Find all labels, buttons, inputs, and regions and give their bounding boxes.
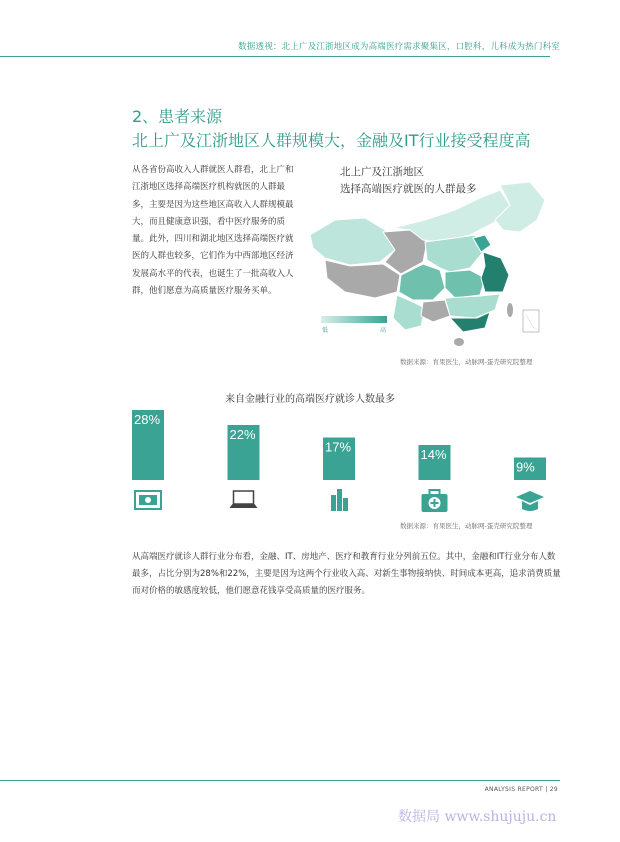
map-region-central	[445, 270, 485, 298]
industry-bar-chart	[132, 405, 552, 515]
bar-label-IT: 22%	[229, 427, 256, 442]
bar-label-教育: 9%	[516, 459, 535, 475]
page-header	[0, 0, 620, 60]
intro-paragraph: 从各省份高收入人群就医人群看，北上广和江浙地区选择高端医疗机构就医的人群最多，主要是因为这些地区高收入人群规模最大，而且健康意识强，看中医疗服务的质量。此外，四川和湖北地区选择高端医疗就医的人群也较多，它们作为中西部地区经济发展高水平的代表，也诞生了一批高收入人群，他们愿意为高质量医疗服务买单。	[132, 165, 294, 297]
graduation-cap-icon	[516, 491, 544, 511]
map-title-line-2: 选择高端医疗就医的人群最多	[340, 183, 477, 195]
header-divider	[0, 56, 550, 57]
header-text: 数据透视：北上广及江浙地区成为高端医疗需求聚集区，口腔科，儿科成为热门科室	[238, 42, 560, 52]
footer-text: ANALYSIS REPORT | 29	[484, 786, 558, 793]
analysis-paragraph: 从高端医疗就诊人群行业分布看，金融、IT、房地产、医疗和教育行业分列前五位。其中，金融和IT行业分布人数最多，占比分别为28%和22%，主要是因为这两个行业收入高、对新生事物接纳快、时间成本更高，追求消费质量而对价格的敏感度较低，他们愿意花钱享受高质量的医疗服务。	[132, 552, 561, 596]
map-region-northwest	[310, 218, 395, 265]
buildings-icon	[331, 489, 348, 511]
bar-label-房地产: 17%	[325, 439, 352, 455]
bar-label-金融: 28%	[134, 412, 161, 427]
watermark: 数据局 www.shujuju.cn	[398, 809, 557, 825]
laptop-icon	[230, 491, 258, 508]
chart-source: 数据来源：育果医生，动脉网-蛋壳研究院整理	[400, 522, 533, 530]
map-region-tibet	[325, 260, 400, 298]
map-south-sea-inset	[523, 310, 539, 332]
map-region-hainan	[454, 338, 464, 346]
map-legend-high: 高	[380, 327, 387, 334]
map-source: 数据来源：育果医生，动脉网-蛋壳研究院整理	[400, 358, 533, 366]
section-title: 北上广及江浙地区人群规模大，金融及IT行业接受程度高	[132, 131, 531, 150]
china-map-graphic	[305, 180, 550, 350]
footer-divider	[0, 780, 560, 781]
money-icon	[135, 491, 161, 509]
medical-kit-icon	[422, 490, 448, 512]
map-region-taiwan	[507, 303, 513, 317]
map-region-southeast	[445, 294, 500, 318]
map-legend-low: 低	[322, 327, 329, 334]
map-title-line-1: 北上广及江浙地区	[340, 166, 424, 178]
map-legend-gradient	[321, 316, 387, 323]
map-region-jiangzhe	[481, 252, 509, 292]
chart-title: 来自金融行业的高端医疗就诊人数最多	[225, 394, 395, 405]
section-number: 2、患者来源	[132, 107, 223, 126]
bar-label-医疗: 14%	[420, 447, 447, 462]
map-region-guizhou	[421, 300, 450, 322]
china-map	[305, 180, 550, 350]
